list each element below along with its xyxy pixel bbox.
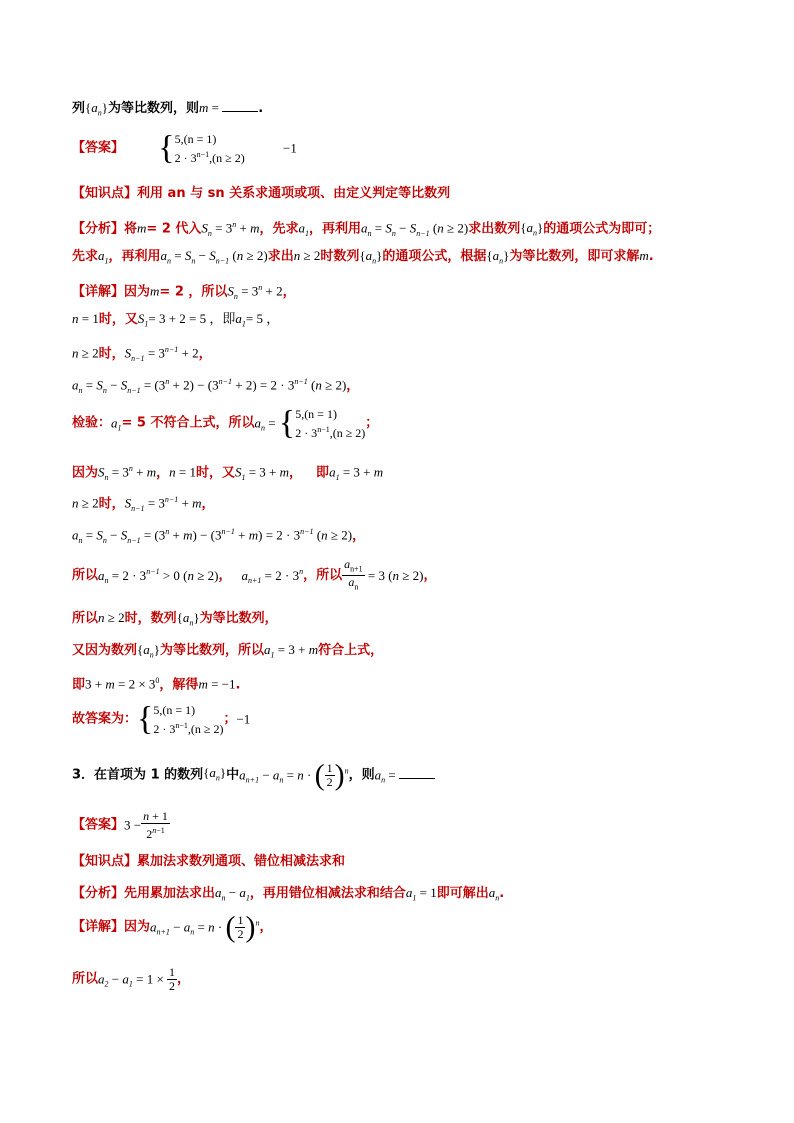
detail-line-3: n ≥ 2时，$S_{n-1} = 3^{n-1} + 2$， <box>72 345 212 363</box>
knowledge-line-2: 【知识点】累加法求数列通项、错位相减法求和 <box>72 854 346 869</box>
final-answer-line: 故答案为：{5,(n = 1) $2 \cdot 3^{n-1},(n \ge 2)$；−1 <box>72 700 251 738</box>
answer-blank <box>222 99 258 112</box>
analysis-line-2: 先求$a_1$，再利用$a_n = S_n - S_{n-1}$ (n ≥ 2)求出n ≥ 2时数列$\{a_n\}$的通项公式，根据$\{a_n\}$为等比数列，即可求解m. <box>72 248 654 266</box>
answer-fraction: $\frac{n + 1}{2^{n-1}}$ <box>143 809 168 841</box>
question-3: 3．在首项为 1 的数列$\{a_n\}$中$a_{n+1} - a_n = n$ · ( $\frac{1}{2}$ )$^n$，则$a_n$ = <box>72 762 435 798</box>
ratio-fraction: $\frac{a_{n+1}}{a_n}$ <box>344 557 363 592</box>
answer-line-2: 【答案】3 − $\frac{n + 1}{2^{n-1}}$ <box>72 809 168 841</box>
piecewise-brace-3: {5,(n = 1) $2 \cdot 3^{n-1},(n \ge 2)$ <box>137 700 224 738</box>
analysis-line-3: 【分析】先用累加法求出$a_n - a_1$，再用错位相减法求和结合$a_1 = 1$即可解出$a_n$. <box>72 885 505 903</box>
detail-line-7: n ≥ 2时，$S_{n-1} = 3^{n-1} + m$， <box>72 495 215 513</box>
detail-line-9: 所以$a_n = 2 \cdot 3^{n-1} > 0$ (n ≥ 2)， $a_{n+1} = 2 \cdot 3^n$，所以 $\frac{a_{n+1}}{a_n}$ = 3 (n ≥ 2)， <box>72 557 437 592</box>
detail-line-1: 【详解】因为m= 2 ，所以$S_n = 3^n + 2$， <box>72 283 296 301</box>
piecewise-brace-2: {5,(n = 1) $2 \cdot 3^{n-1},(n \ge 2)$ <box>278 404 366 442</box>
answer-line-1: 【答案】 {5,(n = 1) $2 \cdot 3^{n-1},(n \ge 2) -1$ <box>72 129 297 167</box>
detail-line-10: 所以n ≥ 2时，数列$\{a_n\}$为等比数列， <box>72 610 278 628</box>
detail-line-4: $a_n = S_n - S_{n-1} = (3^n + 2) - (3^{n-1} + 2) = 2 \cdot 3^{n-1}$ (n ≥ 2)， <box>72 377 360 395</box>
line-1: 列$\{a_n\}$为等比数列，则m = . <box>72 100 264 118</box>
analysis-line-1: 【分析】将m= 2 代入$S_n = 3^n + m$，先求$a_1$，再利用$a_n = S_n - S_{n-1}$ (n ≥ 2)求出数列$\{a_n\}$的通项公式为即可； <box>72 220 661 238</box>
detail-line-6: 因为$S_n = 3^n + m$，n = 1时，又$S_1 = 3 + m$， 即$a_1 = 3 + m$ <box>72 464 384 482</box>
detail-line-12: 即$3 + m = 2 \times 3^0$，解得m = −1. <box>72 676 241 693</box>
detail-line-11: 又因为数列$\{a_n\}$为等比数列，所以$a_1 = 3 + m$符合上式， <box>72 642 384 660</box>
detail-line-2: n = 1时，又$S_1= 3 + 2 = 5$ ，即$a_1= 5$ ， <box>72 311 280 329</box>
detail-line-13: 【详解】因为$a_{n+1} - a_n = n$ · ( $\frac{1}{2}$ )$^n$， <box>72 910 273 944</box>
knowledge-line-1: 【知识点】利用 an 与 sn 关系求通项或项、由定义判定等比数列 <box>72 186 451 201</box>
detail-line-8: $a_n = S_n - S_{n-1} = (3^n + m) - (3^{n-1} + m) = 2 \cdot 3^{n-1}$ (n ≥ 2)， <box>72 527 366 545</box>
detail-line-14: 所以$a_2 - a_1 = 1$ × $\frac{1}{2}$ ， <box>72 965 191 993</box>
detail-line-5: 检验：$a_1= 5$ 不符合上式，所以$a_n = \{5,(n = 1)$ $2 \cdot 3^{n-1},(n \ge 2)$； <box>72 404 379 442</box>
answer-blank-2 <box>399 766 435 779</box>
piecewise-brace: {5,(n = 1) $2 \cdot 3^{n-1},(n \ge 2)$ <box>158 129 245 167</box>
